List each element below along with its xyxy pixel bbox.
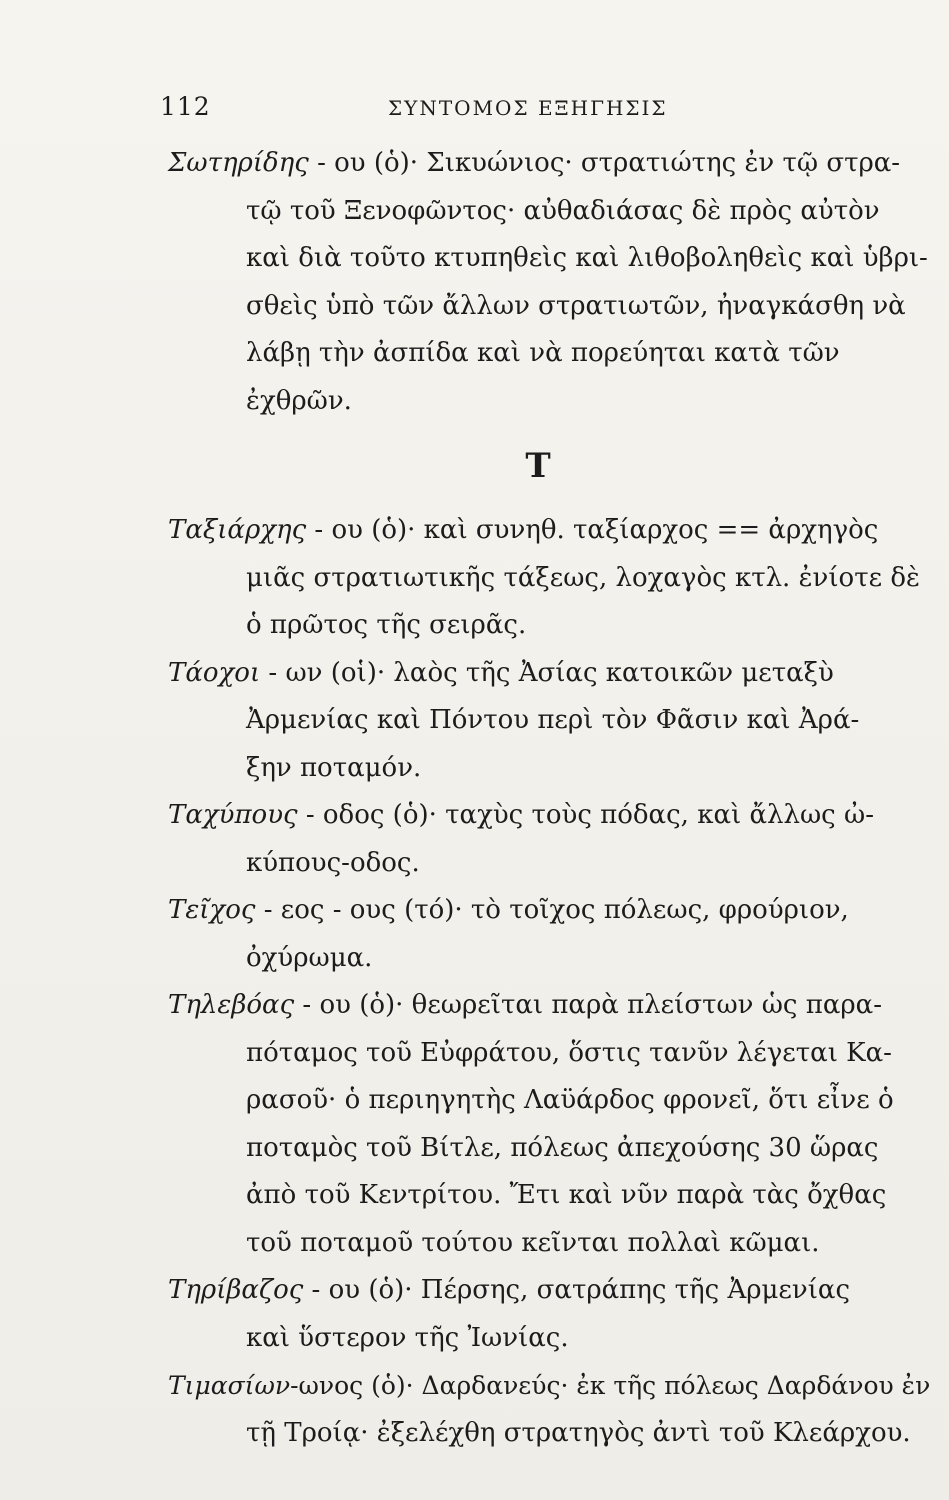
- entry-first-line: [168, 887, 908, 935]
- entry-continuation-line: τοῦ ποταμοῦ τούτου κεῖνται πολλαὶ κῶμαι.: [246, 1227, 820, 1258]
- entry-continuation-line: ἐχθρῶν.: [246, 385, 352, 416]
- entry-text: -ωνος (ὁ)· Δαρδανεύς· ἐκ τῆς πόλεως Δαρδάνου ἐν: [290, 1371, 931, 1400]
- entry-headword: Ταχύπους: [168, 800, 298, 830]
- entry-text: - ου (ὁ)· Σικυώνιος· στρατιώτης ἐν τῷ στρα-: [308, 148, 901, 178]
- entry-headword: Τεῖχος: [168, 895, 256, 925]
- entry-headword: Τιμασίων: [168, 1371, 291, 1400]
- section-letter: Τ: [525, 446, 551, 486]
- entry-first-line: [168, 650, 908, 698]
- entry-continuation-line: σθεὶς ὑπὸ τῶν ἄλλων στρατιωτῶν, ἠναγκάσθη νὰ: [246, 290, 906, 321]
- glossary-entry: [168, 982, 908, 1267]
- entry-headword: Ταξιάρχης: [168, 515, 307, 545]
- glossary-entry: [168, 1267, 908, 1362]
- entry-text: - ου (ὁ)· Πέρσης, σατράπης τῆς Ἀρμενίας: [303, 1275, 851, 1305]
- glossary-text: [168, 140, 931, 1457]
- glossary-entry: [168, 792, 908, 887]
- entry-text: - ου (ὁ)· καὶ συνηθ. ταξίαρχος == ἀρχηγὸς: [306, 515, 879, 545]
- glossary-entry: [168, 650, 908, 793]
- entry-first-line: [168, 1362, 931, 1410]
- entry-first-line: [168, 140, 908, 188]
- page-header: [160, 92, 900, 132]
- entry-headword: Τάοχοι: [168, 657, 261, 688]
- entry-first-line: [168, 507, 908, 555]
- entry-continuation-line: λάβῃ τὴν ἀσπίδα καὶ νὰ πορεύηται κατὰ τῶν: [246, 338, 840, 368]
- entry-continuation-line: τῷ τοῦ Ξενοφῶντος· αὐθαδιάσας δὲ πρὸς αὐτὸν: [246, 195, 880, 226]
- entry-continuation-line: ἀπὸ τοῦ Κεντρίτου. Ἔτι καὶ νῦν παρὰ τὰς ὄχθας: [246, 1180, 887, 1210]
- glossary-entry: [168, 507, 920, 650]
- entry-continuation-line: ποταμὸς τοῦ Βίτλε, πόλεως ἀπεχούσης 30 ὥρας: [246, 1132, 879, 1163]
- entry-continuation-line: ρασοῦ· ὁ περιηγητὴς Λαϋάρδος φρονεῖ, ὅτι εἶνε ὁ: [246, 1085, 894, 1115]
- entry-continuation-line: πόταμος τοῦ Εὐφράτου, ὅστις τανῦν λέγεται Κα-: [246, 1037, 892, 1068]
- page-number: 112: [160, 92, 211, 121]
- entry-continuation-line: μιᾶς στρατιωτικῆς τάξεως, λοχαγὸς κτλ. ἐνίοτε δὲ: [246, 562, 920, 593]
- entry-continuation-line: Ἀρμενίας καὶ Πόντου περὶ τὸν Φᾶσιν καὶ Ἀρά-: [246, 705, 860, 735]
- entry-continuation-line: καὶ ὕστερον τῆς Ἰωνίας.: [246, 1322, 569, 1353]
- entry-headword: Τηλεβόας: [168, 990, 295, 1020]
- entry-continuation-line: ὀχύρωμα.: [246, 942, 373, 973]
- entry-headword: Τηρίβαζος: [168, 1275, 304, 1305]
- entry-headword: Σωτηρίδης: [168, 148, 309, 178]
- entry-first-line: [168, 792, 908, 840]
- entry-text: - ου (ὁ)· θεωρεῖται παρὰ πλείστων ὡς παρα-: [294, 990, 883, 1020]
- glossary-entry: [168, 140, 928, 425]
- entry-continuation-line: ξην ποταμόν.: [246, 752, 422, 783]
- glossary-entry: [168, 1362, 931, 1457]
- entry-continuation-line: τῇ Τροίᾳ· ἐξελέχθη στρατηγὸς ἀντὶ τοῦ Κλεάρχου.: [246, 1417, 911, 1448]
- glossary-entry: [168, 887, 908, 982]
- entry-continuation-line: ὁ πρῶτος τῆς σειρᾶς.: [246, 610, 527, 640]
- entry-text: - εος - ους (τό)· τὸ τοῖχος πόλεως, φρούριον,: [255, 895, 849, 925]
- running-head: ΣΥΝΤΟΜΟΣ ΕΞΗΓΗΣΙΣ: [388, 96, 668, 120]
- entry-text: - ων (οἱ)· λαὸς τῆς Ἀσίας κατοικῶν μεταξὺ: [260, 657, 834, 688]
- entry-continuation-line: κύπους-οδος.: [246, 847, 420, 878]
- entry-continuation-line: καὶ διὰ τοῦτο κτυπηθεὶς καὶ λιθοβοληθεὶς καὶ ὑβρι-: [246, 243, 928, 273]
- entry-text: - οδος (ὁ)· ταχὺς τοὺς πόδας, καὶ ἄλλως ὠ-: [297, 800, 874, 830]
- entry-first-line: [168, 1267, 908, 1315]
- entry-first-line: [168, 982, 908, 1030]
